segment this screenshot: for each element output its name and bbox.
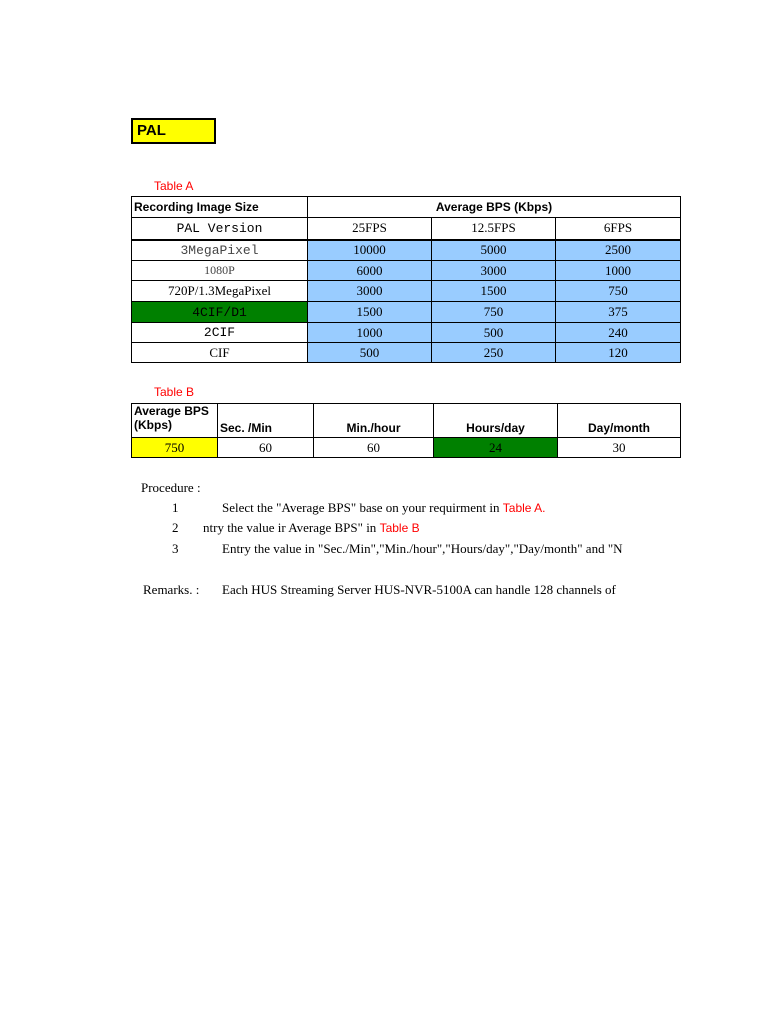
remarks-text: Each HUS Streaming Server HUS-NVR-5100A can handle 128 channels of [222,582,616,597]
header-average-bps-kbps: Average BPS (Kbps) [132,404,218,438]
row-value: 750 [556,281,681,302]
row-name: 3MegaPixel [132,240,308,261]
fps-header-25: 25FPS [308,218,432,240]
row-name: 2CIF [132,323,308,343]
row-value: 1000 [556,261,681,281]
row-value: 3000 [432,261,556,281]
row-value: 375 [556,302,681,323]
remarks-label: Remarks. : [143,582,200,597]
header-recording-image-size: Recording Image Size [132,197,308,218]
row-name: 1080P [132,261,308,281]
row-value: 240 [556,323,681,343]
fps-header-12-5: 12.5FPS [432,218,556,240]
value-average-bps[interactable]: 750 [132,438,218,458]
table-row [132,261,681,281]
step-number: 3 [172,541,179,556]
table-b [131,403,681,458]
row-value: 6000 [308,261,432,281]
row-value: 500 [308,343,432,363]
header-day-month: Day/month [558,404,681,438]
row-value: 10000 [308,240,432,261]
step-text [222,541,688,557]
row-value: 750 [432,302,556,323]
row-name: 720P/1.3MegaPixel [132,281,308,302]
row-value: 1000 [308,323,432,343]
table-row [132,343,681,363]
step-number: 2 [172,520,179,535]
procedure-label: Procedure : [141,480,201,495]
step-text [222,500,545,516]
row-value: 5000 [432,240,556,261]
header-min-hour: Min./hour [314,404,434,438]
table-row [132,302,681,323]
row-value: 120 [556,343,681,363]
table-b-label: Table B [154,385,195,399]
step-number: 1 [172,500,179,515]
fps-header-6: 6FPS [556,218,681,240]
row-value: 2500 [556,240,681,261]
row-name-highlighted: 4CIF/D1 [132,302,308,323]
row-value: 1500 [432,281,556,302]
header-average-bps: Average BPS (Kbps) [308,197,681,218]
value-min-hour[interactable]: 60 [314,438,434,458]
row-value: 250 [432,343,556,363]
row-value: 3000 [308,281,432,302]
step-text-body: Entry the value in "Sec./Min","Min./hour","Hours/day","Day/month" and "N [222,541,623,556]
table-row [132,281,681,302]
step-text-body: Select the "Average BPS" base on your requirment in [222,500,503,515]
table-a [131,196,681,363]
step-text [203,520,420,536]
step-table-ref: Table A. [502,501,546,515]
step-table-ref: Table B [379,521,420,535]
header-hours-day: Hours/day [434,404,558,438]
pal-title: PAL [131,118,216,144]
table-row [132,323,681,343]
step-text-body: ntry the value ir Average BPS" in [203,520,380,535]
value-hours-day[interactable]: 24 [434,438,558,458]
subheader-pal-version: PAL Version [132,218,308,240]
value-day-month[interactable]: 30 [558,438,681,458]
row-name: CIF [132,343,308,363]
table-row [132,240,681,261]
value-sec-min[interactable]: 60 [218,438,314,458]
table-a-label: Table A [154,179,194,193]
row-value: 1500 [308,302,432,323]
header-sec-min: Sec. /Min [218,404,314,438]
row-value: 500 [432,323,556,343]
